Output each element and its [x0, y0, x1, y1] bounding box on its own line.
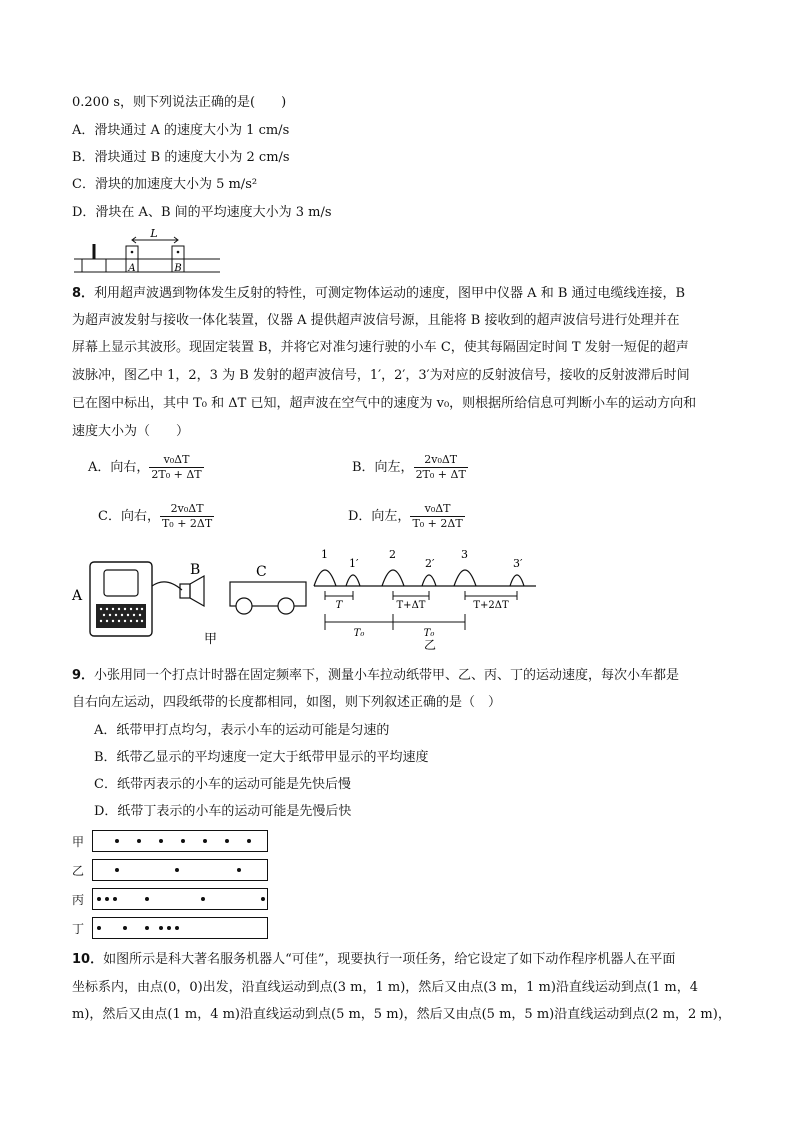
device-a-label: A — [72, 588, 83, 604]
tape-bing-label: 丙 — [72, 893, 85, 907]
q7-length-label: L — [150, 227, 158, 240]
q7-option-a: A．滑块通过 A 的速度大小为 1 cm/s — [72, 123, 290, 138]
label-yi: 乙 — [424, 638, 437, 652]
q8-stem-line-3: 屏幕上显示其波形。现固定装置 B，并将它对准匀速行驶的小车 C，使其每隔固定时间 T 发射一短促的超声 — [72, 340, 689, 355]
cable — [152, 582, 182, 590]
q9-stem-line-2: 自右向左运动，四段纸带的长度都相同，如图，则下列叙述正确的是（ ） — [72, 695, 502, 710]
transducer-b — [180, 584, 190, 598]
q8-stem-line-5: 已在图中标出，其中 T₀ 和 ΔT 已知，超声波在空气中的速度为 v₀，则根据所给信息可判断小车的运动方向和 — [72, 396, 697, 411]
device-a-screen — [104, 570, 138, 596]
label-jia: 甲 — [204, 632, 218, 647]
svg-text:T₀: T₀ — [353, 628, 365, 639]
q7-gate-a-label: A — [128, 263, 136, 274]
q7-option-c: C．滑块的加速度大小为 5 m/s² — [72, 177, 258, 192]
q8-option-d: D．向左， $\frac{\text{v₀ΔT}}{\text{T₀ + 2ΔT}}$ — [348, 502, 463, 530]
q7-figure-air-track — [72, 226, 222, 278]
tape-yi-label: 乙 — [72, 864, 85, 878]
q9-option-d: D．纸带丁表示的小车的运动可能是先慢后快 — [94, 804, 352, 819]
tape-jia-label: 甲 — [72, 835, 85, 849]
svg-text:T+ΔT: T+ΔT — [396, 600, 426, 611]
tape-ding — [92, 917, 268, 939]
q10-number: 10． — [72, 952, 104, 967]
q7-gate-b-label: B — [174, 263, 182, 274]
tape-bing — [92, 888, 268, 910]
q7-option-b: B．滑块通过 B 的速度大小为 2 cm/s — [72, 150, 290, 165]
q8-stem-line-1: 8．利用超声波遇到物体发生反射的特性，可测定物体运动的速度，图甲中仪器 A 和 B 通过电缆线连接，B — [72, 286, 686, 301]
q8-number: 8． — [72, 286, 95, 301]
transducer-b-label: B — [190, 562, 201, 578]
q8-option-a: A．向右， $\frac{\text{v₀ΔT}}{\text{2T₀ + ΔT}}$ — [88, 453, 202, 481]
q8-option-c: C．向右， $\frac{\text{2v₀ΔT}}{\text{T₀ + 2ΔT}}$ — [98, 502, 213, 530]
q9-option-c: C．纸带丙表示的小车的运动可能是先快后慢 — [94, 777, 351, 792]
q10-stem-line-1: 10．如图所示是科大著名服务机器人“可佳”，现要执行一项任务，给它设定了如下动作程序机器人在平面 — [72, 952, 676, 967]
q8-figure-yi — [310, 548, 550, 652]
q8-stem-line-2: 为超声波发射与接收一体化装置，仪器 A 提供超声波信号源，且能将 B 接收到的超声波信号进行处理并在 — [72, 313, 680, 328]
q8-option-b: B．向左， $\frac{\text{2v₀ΔT}}{\text{2T₀ + ΔT}}$ — [352, 453, 466, 481]
tape-yi — [92, 859, 268, 881]
q9-stem-line-1: 9．小张用同一个打点计时器在固定频率下，测量小车拉动纸带甲、乙、丙、丁的运动速度，每次小车都是 — [72, 668, 680, 683]
q7-option-d: D．滑块在 A、B 间的平均速度大小为 3 m/s — [72, 205, 332, 220]
q8-stem-line-6: 速度大小为（ ） — [72, 424, 190, 439]
q9-option-a: A．纸带甲打点均匀，表示小车的运动可能是匀速的 — [94, 723, 390, 738]
q8-figure-jia — [70, 548, 320, 648]
svg-text:1: 1 — [321, 548, 328, 561]
svg-text:T+2ΔT: T+2ΔT — [473, 600, 509, 611]
svg-text:3: 3 — [461, 548, 468, 561]
svg-text:T₀: T₀ — [423, 628, 435, 639]
tape-ding-label: 丁 — [72, 922, 85, 936]
svg-text:T: T — [335, 600, 343, 611]
svg-text:2: 2 — [389, 548, 396, 561]
tape-jia — [92, 830, 268, 852]
car-c-label: C — [256, 564, 267, 580]
svg-text:3′: 3′ — [513, 557, 523, 570]
q10-stem-line-2: 坐标系内，由点(0，0)出发，沿直线运动到点(3 m，1 m)，然后又由点(3 m，1 m)沿直线运动到点(1 m，4 — [72, 980, 698, 995]
q10-stem-line-3: m)，然后又由点(1 m，4 m)沿直线运动到点(5 m，5 m)，然后又由点(5 m，5 m)沿直线运动到点(2 m，2 m)， — [72, 1007, 731, 1022]
q9-option-b: B．纸带乙显示的平均速度一定大于纸带甲显示的平均速度 — [94, 750, 429, 765]
q8-stem-line-4: 波脉冲，图乙中 1，2，3 为 B 发射的超声波信号，1′，2′，3′为对应的反射波信号，接收的反射波滞后时间 — [72, 368, 690, 383]
q9-number: 9． — [72, 668, 95, 683]
q7-stem-tail: 0.200 s，则下列说法正确的是( ) — [72, 95, 287, 110]
svg-text:1′: 1′ — [349, 557, 359, 570]
svg-text:2′: 2′ — [425, 557, 435, 570]
